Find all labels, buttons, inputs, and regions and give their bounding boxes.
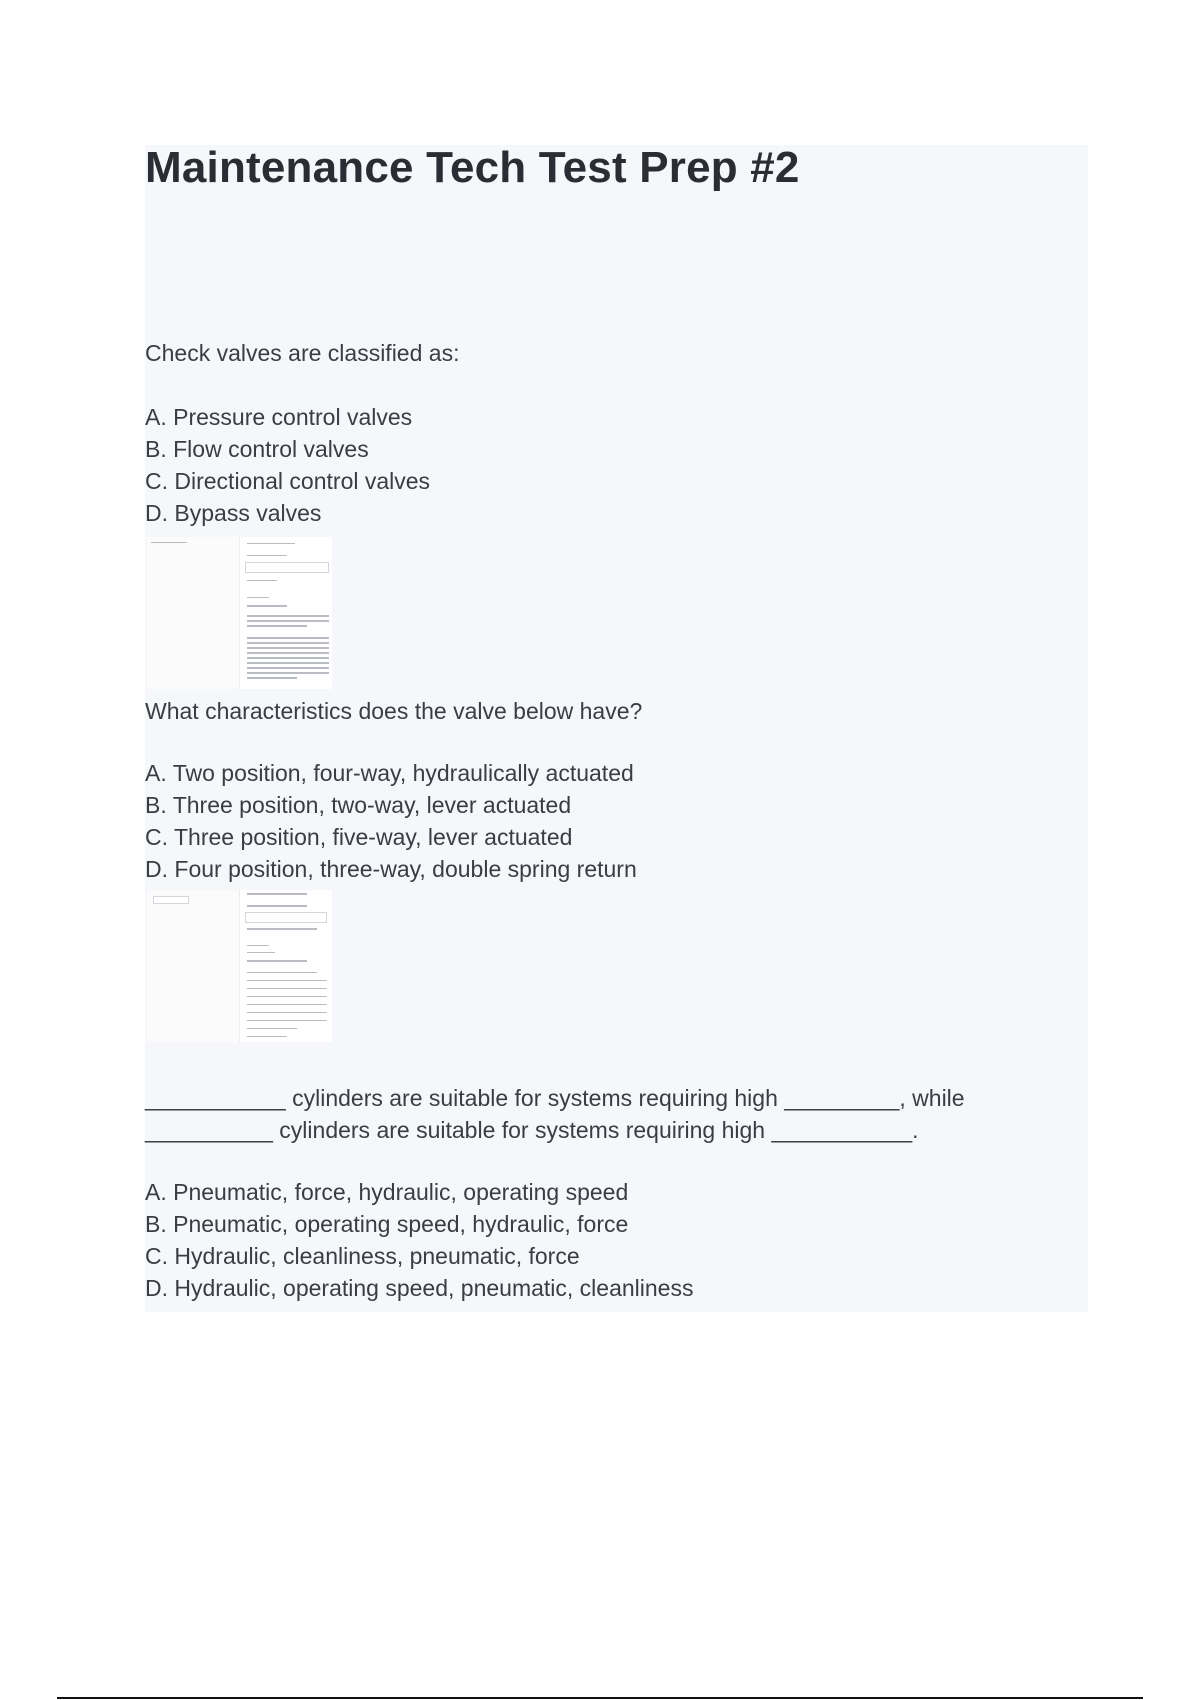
thumb-text-line [247, 972, 317, 973]
thumb-text-line [247, 580, 277, 581]
thumb-text-line [247, 637, 329, 639]
thumb-text-line [247, 980, 327, 981]
question-2-prompt: What characteristics does the valve below have? [145, 698, 643, 724]
thumb-text-line [247, 657, 329, 659]
thumb-selected-option [245, 912, 327, 923]
thumb-text-line [247, 952, 275, 953]
thumb-text-line [247, 672, 329, 674]
question-2-options [145, 757, 637, 885]
question-1-answer-screenshot [147, 537, 332, 689]
question-1-options [145, 401, 430, 529]
thumb-text-line [247, 1020, 327, 1021]
question-2-answer-screenshot [147, 890, 332, 1042]
question-2-option-b: B. Three position, two-way, lever actuated [145, 792, 572, 818]
thumb-text-line [247, 1012, 327, 1013]
thumb-text-line [247, 1028, 297, 1029]
thumb-text-line [247, 615, 329, 617]
thumb-text-line [247, 1004, 327, 1005]
thumb-text-line [247, 543, 295, 544]
thumb-selected-option [245, 562, 329, 573]
question-1-option-d: D. Bypass valves [145, 500, 322, 526]
question-1-prompt: Check valves are classified as: [145, 340, 460, 366]
thumb-text-line [247, 988, 327, 989]
thumb-text-line [247, 893, 307, 895]
thumb-text-line [151, 542, 187, 543]
thumb-text-line [247, 945, 269, 946]
thumb-text-line [247, 1036, 287, 1037]
thumb-text-line [247, 597, 269, 598]
thumb-text-line [247, 605, 287, 607]
thumb-text-line [247, 960, 307, 962]
question-3-option-d: D. Hydraulic, operating speed, pneumatic, cleanliness [145, 1275, 694, 1301]
thumb-text-line [247, 677, 297, 679]
question-3-prompt-line-1: ___________ cylinders are suitable for systems requiring high _________, while [145, 1085, 965, 1111]
thumb-question-pane [147, 890, 240, 1042]
question-3-option-c: C. Hydraulic, cleanliness, pneumatic, force [145, 1243, 580, 1269]
thumb-text-line [247, 667, 329, 669]
question-3-option-b: B. Pneumatic, operating speed, hydraulic, force [145, 1211, 629, 1237]
thumb-text-line [247, 662, 329, 664]
question-2-option-a: A. Two position, four-way, hydraulically actuated [145, 760, 634, 786]
page-title: Maintenance Tech Test Prep #2 [145, 143, 800, 192]
question-3-option-a: A. Pneumatic, force, hydraulic, operating speed [145, 1179, 629, 1205]
thumb-valve-symbol [153, 896, 189, 904]
thumb-text-line [247, 642, 329, 644]
thumb-text-line [247, 555, 287, 556]
thumb-text-line [247, 652, 329, 654]
thumb-question-pane [147, 537, 240, 689]
thumb-text-line [247, 625, 307, 627]
question-1-option-c: C. Directional control valves [145, 468, 431, 494]
question-1-option-b: B. Flow control valves [145, 436, 369, 462]
thumb-text-line [247, 928, 317, 930]
footer-rule [57, 1697, 1143, 1699]
question-1-option-a: A. Pressure control valves [145, 404, 413, 430]
thumb-text-line [247, 996, 327, 997]
question-3-options [145, 1176, 693, 1304]
thumb-text-line [247, 647, 329, 649]
question-3-prompt-line-2: __________ cylinders are suitable for systems requiring high ___________. [145, 1117, 919, 1143]
thumb-text-line [247, 620, 329, 622]
question-2-option-c: C. Three position, five-way, lever actuated [145, 824, 573, 850]
question-2-option-d: D. Four position, three-way, double spring return [145, 856, 637, 882]
thumb-text-line [247, 905, 307, 907]
